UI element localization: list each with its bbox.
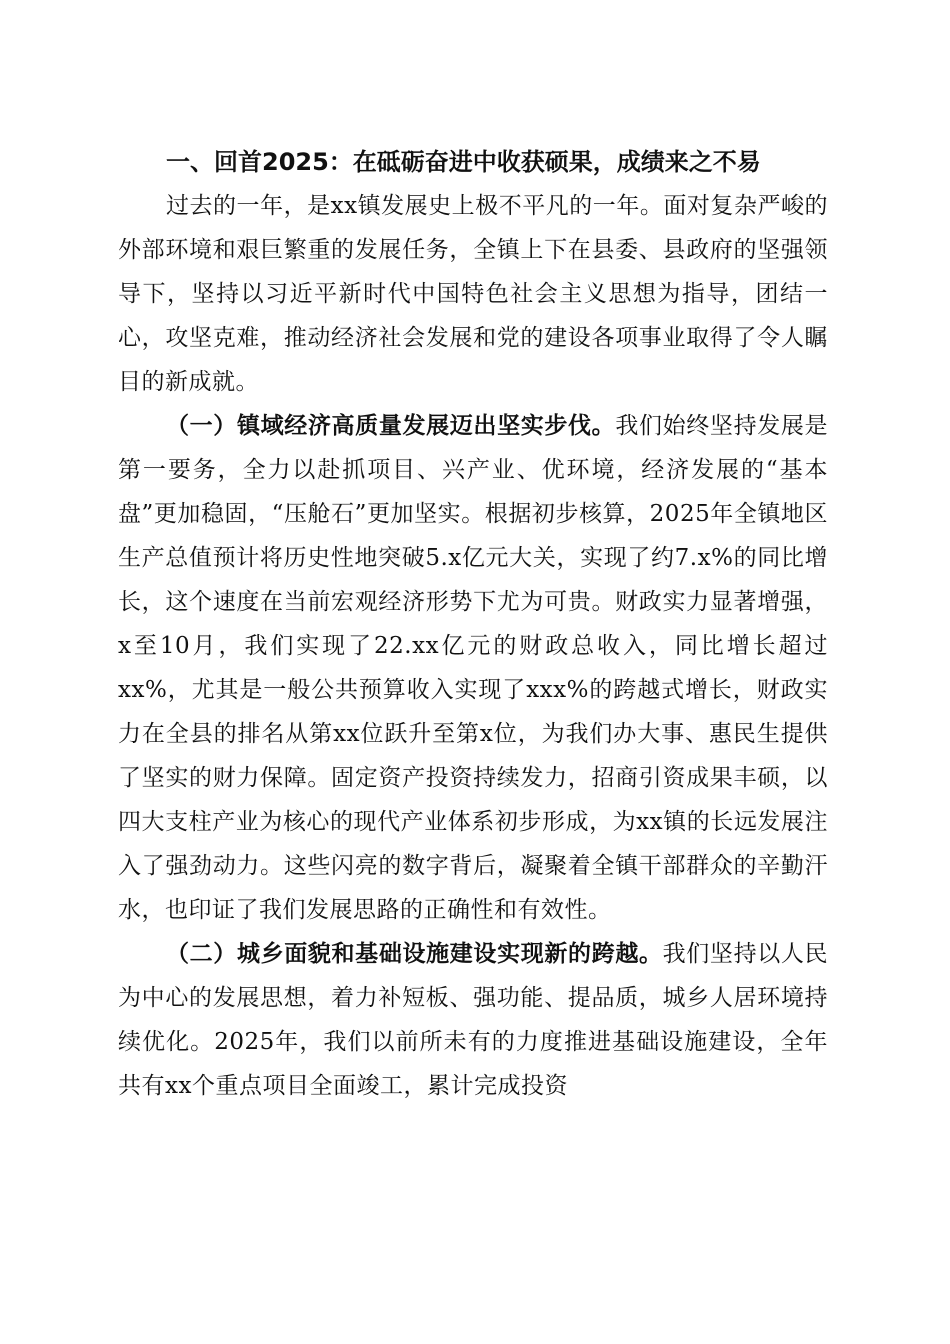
subsection-infrastructure	[118, 932, 828, 1108]
intro-paragraph: 过去的一年，是xx镇发展史上极不平凡的一年。面对复杂严峻的外部环境和艰巨繁重的发展任务，全镇上下在县委、县政府的坚强领导下，坚持以习近平新时代中国特色社会主义思想为指导，团结一心，攻坚克难，推动经济社会发展和党的建设各项事业取得了令人瞩目的新成就。	[118, 193, 828, 395]
document-body	[118, 140, 828, 1108]
subsection-infrastructure-body: 我们坚持以人民为中心的发展思想，着力补短板、强功能、提品质，城乡人居环境持续优化。2025年，我们以前所未有的力度推进基础设施建设，全年共有xx个重点项目全面竣工，累计完成投资	[118, 941, 829, 1099]
subsection-economy-body: 我们始终坚持发展是第一要务，全力以赴抓项目、兴产业、优环境，经济发展的“基本盘”更加稳固，“压舱石”更加坚实。根据初步核算，2025年全镇地区生产总值预计将历史性地突破5.x亿元大关，实现了约7.x%的同比增长，这个速度在当前宏观经济形势下尤为可贵。财政实力显著增强，x至10月，我们实现了22.xx亿元的财政总收入，同比增长超过xx%，尤其是一般公共预算收入实现了xxx%的跨越式增长，财政实力在全县的排名从第xx位跃升至第x位，为我们办大事、惠民生提供了坚实的财力保障。固定资产投资持续发力，招商引资成果丰硕，以四大支柱产业为核心的现代产业体系初步形成，为xx镇的长远发展注入了强劲动力。这些闪亮的数字背后，凝聚着全镇干部群众的辛勤汗水，也印证了我们发展思路的正确性和有效性。	[118, 413, 829, 923]
subsection-infrastructure-title: （二）城乡面貌和基础设施建设实现新的跨越。	[166, 940, 663, 967]
section-heading: 一、回首2025：在砥砺奋进中收获硕果，成绩来之不易	[166, 148, 761, 176]
subsection-economy-title: （一）镇域经济高质量发展迈出坚实步伐。	[166, 412, 616, 439]
subsection-economy	[118, 404, 828, 932]
